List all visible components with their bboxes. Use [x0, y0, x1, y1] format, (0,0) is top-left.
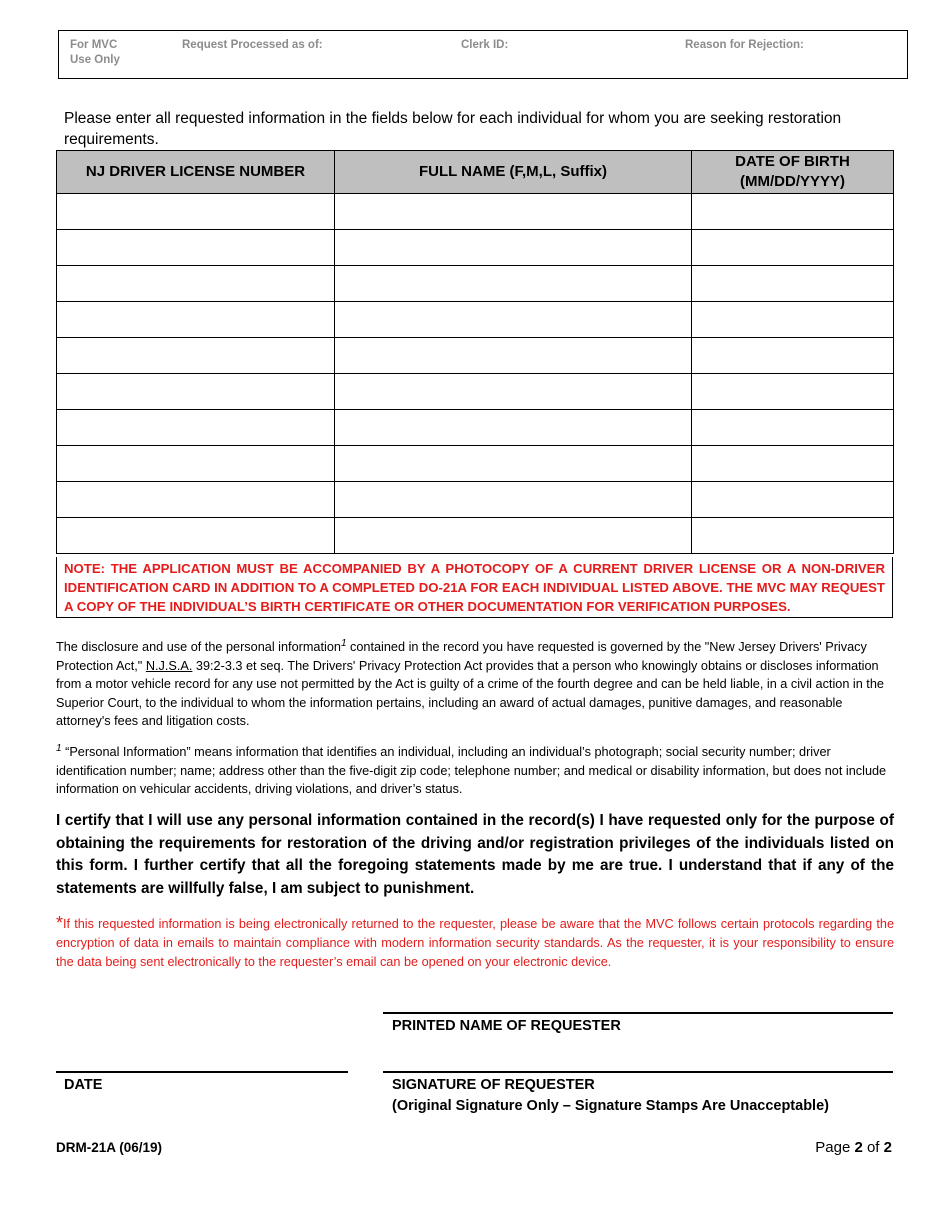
- full-name-cell[interactable]: [335, 410, 692, 446]
- page-of: of: [862, 1139, 884, 1156]
- privacy-disclosure: [56, 638, 893, 731]
- statute-citation: N.J.S.A.: [145, 658, 193, 673]
- disclosure-text-2: contained in the record you have requested is governed by the "New Jersey Drivers' Privacy Protection Act,": [56, 640, 867, 673]
- date-of-birth-cell[interactable]: [692, 518, 894, 554]
- table-row: [57, 518, 894, 554]
- table-row: [57, 410, 894, 446]
- footnote-ref: 1: [340, 637, 347, 649]
- full-name-cell[interactable]: [335, 302, 692, 338]
- footnote-marker: 1: [56, 742, 62, 754]
- personal-info-footnote: [56, 743, 893, 799]
- license-number-cell[interactable]: [57, 410, 335, 446]
- date-of-birth-cell[interactable]: [692, 302, 894, 338]
- table-row: [57, 446, 894, 482]
- footnote-text: “Personal Information” means information that identifies an individual, including an individual’s photograph; social security number; driver identification number; name; address other than the five-digit zip code; telephone number; and medical or disability information, but does not include information on vehicular accidents, driving violations, and driver’s status.: [56, 745, 887, 797]
- printed-name-label: PRINTED NAME OF REQUESTER: [392, 1018, 621, 1034]
- electronic-notice-text: If this requested information is being electronically returned to the requester, please be aware that the MVC follows certain protocols regarding the encryption of data in emails to maintain compliance with modern information security standards. As the requester, it is your responsibility to ensure the data being sent electronically to the requester’s email can be opened on your electronic device.: [56, 917, 894, 969]
- license-number-cell[interactable]: [57, 518, 335, 554]
- signature-line[interactable]: [383, 1071, 893, 1073]
- header-full-name: FULL NAME (F,M,L, Suffix): [335, 151, 692, 194]
- certification-statement: I certify that I will use any personal information contained in the record(s) I have requested only for the purpose of obtaining the requirements for restoration of the driving and/or registration privileges of the individuals listed on this form. I further certify that all the foregoing statements made by me are true. I understand that if any of the statements are willfully false, I am subject to punishment.: [56, 812, 894, 897]
- full-name-cell[interactable]: [335, 446, 692, 482]
- full-name-cell[interactable]: [335, 266, 692, 302]
- header-license-number: NJ DRIVER LICENSE NUMBER: [57, 151, 335, 194]
- full-name-cell[interactable]: [335, 338, 692, 374]
- electronic-return-notice: [56, 914, 894, 972]
- form-number: DRM-21A (06/19): [56, 1140, 163, 1155]
- table-header-row: [57, 151, 894, 194]
- full-name-cell[interactable]: [335, 194, 692, 230]
- note-box: [56, 557, 893, 618]
- date-of-birth-cell[interactable]: [692, 374, 894, 410]
- clerk-id-label: Clerk ID:: [461, 39, 509, 51]
- license-number-cell[interactable]: [57, 374, 335, 410]
- reason-rejection-label: Reason for Rejection:: [685, 39, 804, 51]
- for-mvc-line1: For MVC: [70, 39, 118, 51]
- page-number: [815, 1139, 892, 1156]
- for-mvc-line2: Use Only: [70, 54, 120, 66]
- table-row: [57, 194, 894, 230]
- disclosure-text-1: The disclosure and use of the personal information: [56, 640, 341, 654]
- license-number-cell[interactable]: [57, 230, 335, 266]
- table-row: [57, 482, 894, 518]
- date-of-birth-cell[interactable]: [692, 482, 894, 518]
- asterisk-icon: *: [56, 913, 64, 933]
- signature-label: [392, 1075, 829, 1117]
- page-total: 2: [883, 1139, 892, 1156]
- full-name-cell[interactable]: [335, 374, 692, 410]
- table-row: [57, 230, 894, 266]
- page-current: 2: [854, 1139, 863, 1156]
- full-name-cell[interactable]: [335, 518, 692, 554]
- table-row: [57, 338, 894, 374]
- table-body: [57, 194, 894, 554]
- license-number-cell[interactable]: [57, 194, 335, 230]
- intro-instructions: Please enter all requested information in the fields below for each individual for whom you are seeking restoration requirements.: [64, 110, 842, 148]
- date-line[interactable]: [56, 1071, 348, 1073]
- date-of-birth-cell[interactable]: [692, 410, 894, 446]
- signature-note: (Original Signature Only – Signature Stamps Are Unacceptable): [392, 1098, 829, 1114]
- license-number-cell[interactable]: [57, 266, 335, 302]
- disclosure-text-3: 39:2-3.3 et seq. The Drivers' Privacy Protection Act provides that a person who knowingly obtains or discloses information from a motor vehicle record for any use not permitted by the Act is guilty of a crime of the fourth degree and can be held liable, in a civil action in the Superior Court, to the individual to whom the information pertains, including an award of actual damages, punitive damages, and reasonable attorney's fees and litigation costs.: [56, 658, 884, 729]
- table-row: [57, 302, 894, 338]
- date-of-birth-cell[interactable]: [692, 194, 894, 230]
- date-of-birth-cell[interactable]: [692, 446, 894, 482]
- mvc-use-only-box: [58, 30, 908, 79]
- license-number-cell[interactable]: [57, 338, 335, 374]
- table-row: [57, 374, 894, 410]
- license-number-cell[interactable]: [57, 302, 335, 338]
- page-word: Page: [815, 1139, 855, 1156]
- license-number-cell[interactable]: [57, 482, 335, 518]
- full-name-cell[interactable]: [335, 482, 692, 518]
- request-processed-label: Request Processed as of:: [182, 39, 323, 51]
- signature-label-text: SIGNATURE OF REQUESTER: [392, 1077, 595, 1093]
- date-of-birth-cell[interactable]: [692, 338, 894, 374]
- table-row: [57, 266, 894, 302]
- date-label: DATE: [64, 1077, 103, 1093]
- header-date-of-birth: DATE OF BIRTH (MM/DD/YYYY): [692, 151, 894, 194]
- printed-name-line[interactable]: [383, 1012, 893, 1014]
- for-mvc-use-only-label: [70, 38, 120, 68]
- full-name-cell[interactable]: [335, 230, 692, 266]
- photocopy-note: NOTE: THE APPLICATION MUST BE ACCOMPANIED BY A PHOTOCOPY OF A CURRENT DRIVER LICENSE OR A NON-DRIVER IDENTIFICATION CARD IN ADDITION TO A COMPLETED DO-21A FOR EACH INDIVIDUAL LISTED ABOVE. THE MVC MAY REQUEST A COPY OF THE INDIVIDUAL’S BIRTH CERTIFICATE OR OTHER DOCUMENTATION FOR VERIFICATION PURPOSES.: [64, 561, 885, 614]
- license-number-cell[interactable]: [57, 446, 335, 482]
- date-of-birth-cell[interactable]: [692, 266, 894, 302]
- individuals-table: [56, 150, 894, 554]
- date-of-birth-cell[interactable]: [692, 230, 894, 266]
